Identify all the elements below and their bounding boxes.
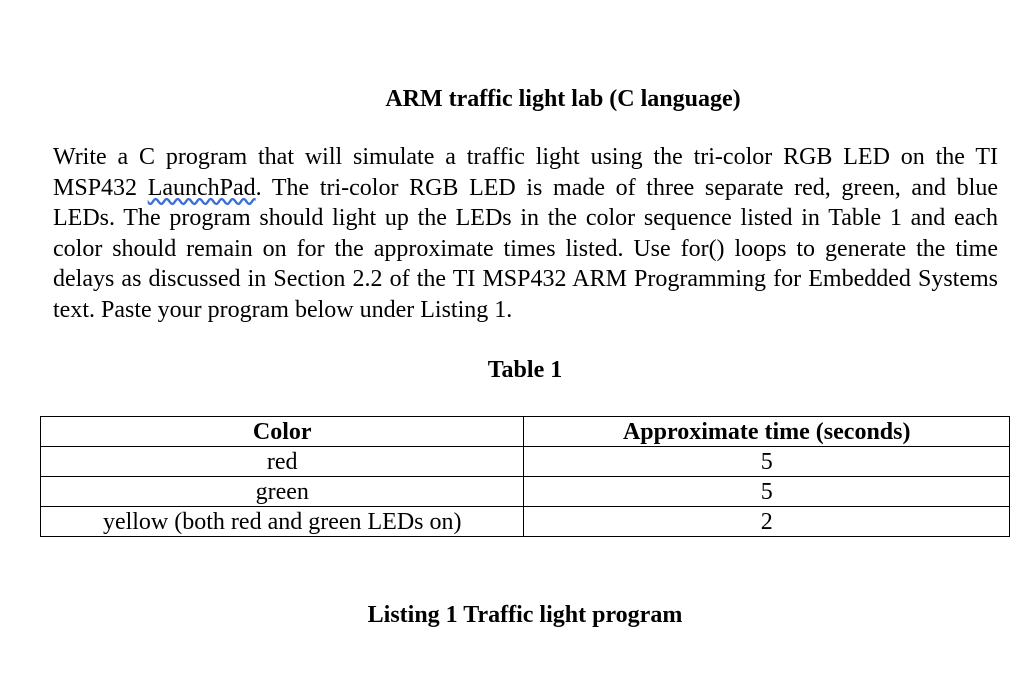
cell-color: yellow (both red and green LEDs on) <box>41 507 524 537</box>
header-time: Approximate time (seconds) <box>524 417 1010 447</box>
cell-time: 5 <box>524 477 1010 507</box>
table-row <box>41 477 1010 507</box>
table-header-row <box>41 417 1010 447</box>
document-title: ARM traffic light lab (C language) <box>385 86 741 112</box>
cell-color: green <box>41 477 524 507</box>
table-row <box>41 507 1010 537</box>
table-row <box>41 447 1010 477</box>
cell-time: 2 <box>524 507 1010 537</box>
instructions-paragraph <box>53 142 998 325</box>
color-timing-table <box>40 416 1010 537</box>
cell-time: 5 <box>524 447 1010 477</box>
launchpad-word: LaunchPad <box>147 174 256 201</box>
header-color: Color <box>41 417 524 447</box>
instructions-text-part-1: Write a C program that will simulate a traffic light using the tri-color RGB LED on the TI MSP432 <box>53 144 998 201</box>
listing-caption: Listing 1 Traffic light program <box>367 602 683 628</box>
cell-color: red <box>41 447 524 477</box>
instructions-text-part-2: . The tri-color RGB LED is made of three separate red, green, and blue LEDs. The program should light up the LEDs in the color sequence listed in Table 1 and each color should remain on for the approximate times listed. Use for() loops to generate the time delays as discussed in Section 2.2 of the TI MSP432 ARM Programming for Embedded Systems text. Paste your program below under Listing 1. <box>53 174 998 323</box>
table-caption: Table 1 <box>487 357 563 383</box>
